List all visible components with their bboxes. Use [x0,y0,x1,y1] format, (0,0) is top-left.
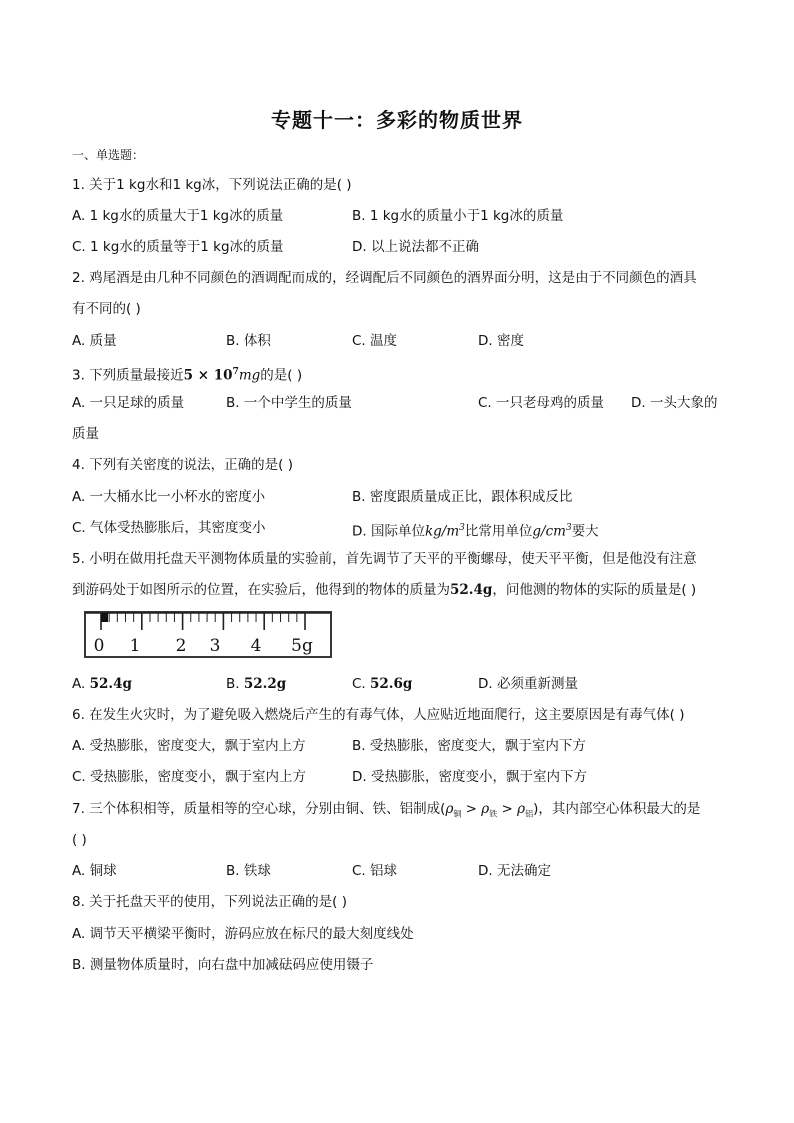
ruler-label-1: 1 [129,636,141,656]
question-6-option-d: D. 受热膨胀，密度变小，飘于室内下方 [352,769,587,785]
question-3-option-b: B. 一个中学生的质量 [226,395,352,411]
question-6-stem: 6. 在发生火灾时，为了避免吸入燃烧后产生的有毒气体，人应贴近地面爬行，这主要原因是有毒气体( ) [72,707,685,723]
question-3-unit: mg [238,367,261,384]
question-4-d-pre: D. 国际单位 [352,523,425,540]
rider-weight [101,613,108,622]
ruler-label-5g: 5g [291,636,313,656]
question-8-option-b: B. 测量物体质量时，向右盘中加减砝码应使用镊子 [72,957,374,973]
question-1-option-a: A. 1 kg水的质量大于1 kg冰的质量 [72,208,284,224]
ruler-label-2: 2 [175,636,187,656]
question-4-option-b: B. 密度跟质量成正比，跟体积成反比 [352,489,573,505]
rho-iron: 铁 [489,809,498,819]
question-7-stem-line2: ( ) [72,832,87,848]
question-4-option-d: D. 国际单位$kg/m^3$比常用单位$g/cm^3$要大 [352,523,599,540]
question-3-option-d-cont: 质量 [72,426,99,442]
question-4-d-unit1: kg/m [424,523,460,540]
question-7-option-b: B. 铁球 [226,863,271,879]
question-7-option-c: C. 铝球 [352,863,398,879]
question-2-stem-line2: 有不同的( ) [72,301,141,317]
question-3-stem-post: 的是( ) [260,367,303,384]
question-5-option-b: B. 52.2g [226,676,287,692]
question-6-option-a: A. 受热膨胀，密度变大，飘于室内上方 [72,738,306,754]
question-7-stem-pre: 7. 三个体积相等，质量相等的空心球，分别由铜、铁、铝制成( [72,801,446,817]
question-5-option-c: C. 52.6g [352,676,413,692]
question-1-option-b: B. 1 kg水的质量小于1 kg冰的质量 [352,208,564,224]
question-2-option-d: D. 密度 [478,333,524,349]
question-3-option-d: D. 一头大象的 [631,395,718,411]
question-6-option-c: C. 受热膨胀，密度变小，飘于室内上方 [72,769,307,785]
page-title: 专题十一：多彩的物质世界 [271,108,523,132]
question-4-d-unit2: g/cm [532,523,566,540]
question-6-option-b: B. 受热膨胀，密度变大，飘于室内下方 [352,738,586,754]
question-5-line2-pre: 到游码处于如图所示的位置，在实验后，他得到的物体的质量为 [72,582,450,598]
question-2-option-c: C. 温度 [352,333,398,349]
question-8-stem: 8. 关于托盘天平的使用，下列说法正确的是( ) [72,894,347,910]
ruler-label-0: 0 [93,636,105,656]
rho-aluminum: 铝 [525,809,534,819]
question-4-option-c: C. 气体受热膨胀后，其密度变小 [72,520,266,536]
question-2-option-b: B. 体积 [226,333,271,349]
question-5-measured-value: 52.4g [450,582,493,598]
rho-copper: 铜 [453,809,462,819]
question-5-stem-line2 [72,581,696,599]
question-7-option-a: A. 铜球 [72,863,117,879]
question-3-math: 5 × 10 [183,367,233,384]
question-1-option-c: C. 1 kg水的质量等于1 kg冰的质量 [72,239,284,255]
question-1-option-d: D. 以上说法都不正确 [352,239,479,255]
question-4-stem: 4. 下列有关密度的说法，正确的是( ) [72,457,293,473]
ruler-label-3: 3 [209,636,221,656]
section-heading: 一、单选题： [72,148,145,162]
question-3-stem-pre: 3. 下列质量最接近 [72,367,184,384]
question-3-stem [72,363,302,385]
question-4-option-a: A. 一大桶水比一小杯水的密度小 [72,489,266,505]
question-5-option-a: A. 52.4g [72,676,132,692]
balance-scale-ruler-figure [84,611,332,661]
question-7-option-d: D. 无法确定 [478,863,551,879]
question-7-stem: 7. 三个体积相等，质量相等的空心球，分别由铜、铁、铝制成$(\rho_铜 > \rho_铁 > \rho_铝)$，其内部空心体积最大的是 [72,801,701,819]
question-8-option-a: A. 调节天平横梁平衡时，游码应放在标尺的最大刻度线处 [72,926,414,942]
question-5-line2-post: ，问他测的物体的实际的质量是( ) [492,582,697,598]
question-3-exponent: 7 [232,367,239,377]
question-3-option-a: A. 一只足球的质量 [72,395,185,411]
question-4-d-post: 要大 [571,523,599,540]
question-4-d-mid: 比常用单位 [464,523,533,540]
question-2-stem-line1: 2. 鸡尾酒是由几种不同颜色的酒调配而成的，经调配后不同颜色的酒界面分明，这是由于不同颜色的酒具 [72,270,697,286]
question-5-stem-line1: 5. 小明在做用托盘天平测物体质量的实验前，首先调节了天平的平衡螺母，使天平平衡，但是他没有注意 [72,551,697,567]
ruler-label-4: 4 [250,636,262,656]
question-1-stem: 1. 关于1 kg水和1 kg冰，下列说法正确的是( ) [72,177,352,193]
question-7-stem-post: )，其内部空心体积最大的是 [533,801,701,817]
question-3-option-c: C. 一只老母鸡的质量 [478,395,605,411]
question-2-option-a: A. 质量 [72,333,117,349]
question-5-option-d: D. 必须重新测量 [478,676,578,692]
